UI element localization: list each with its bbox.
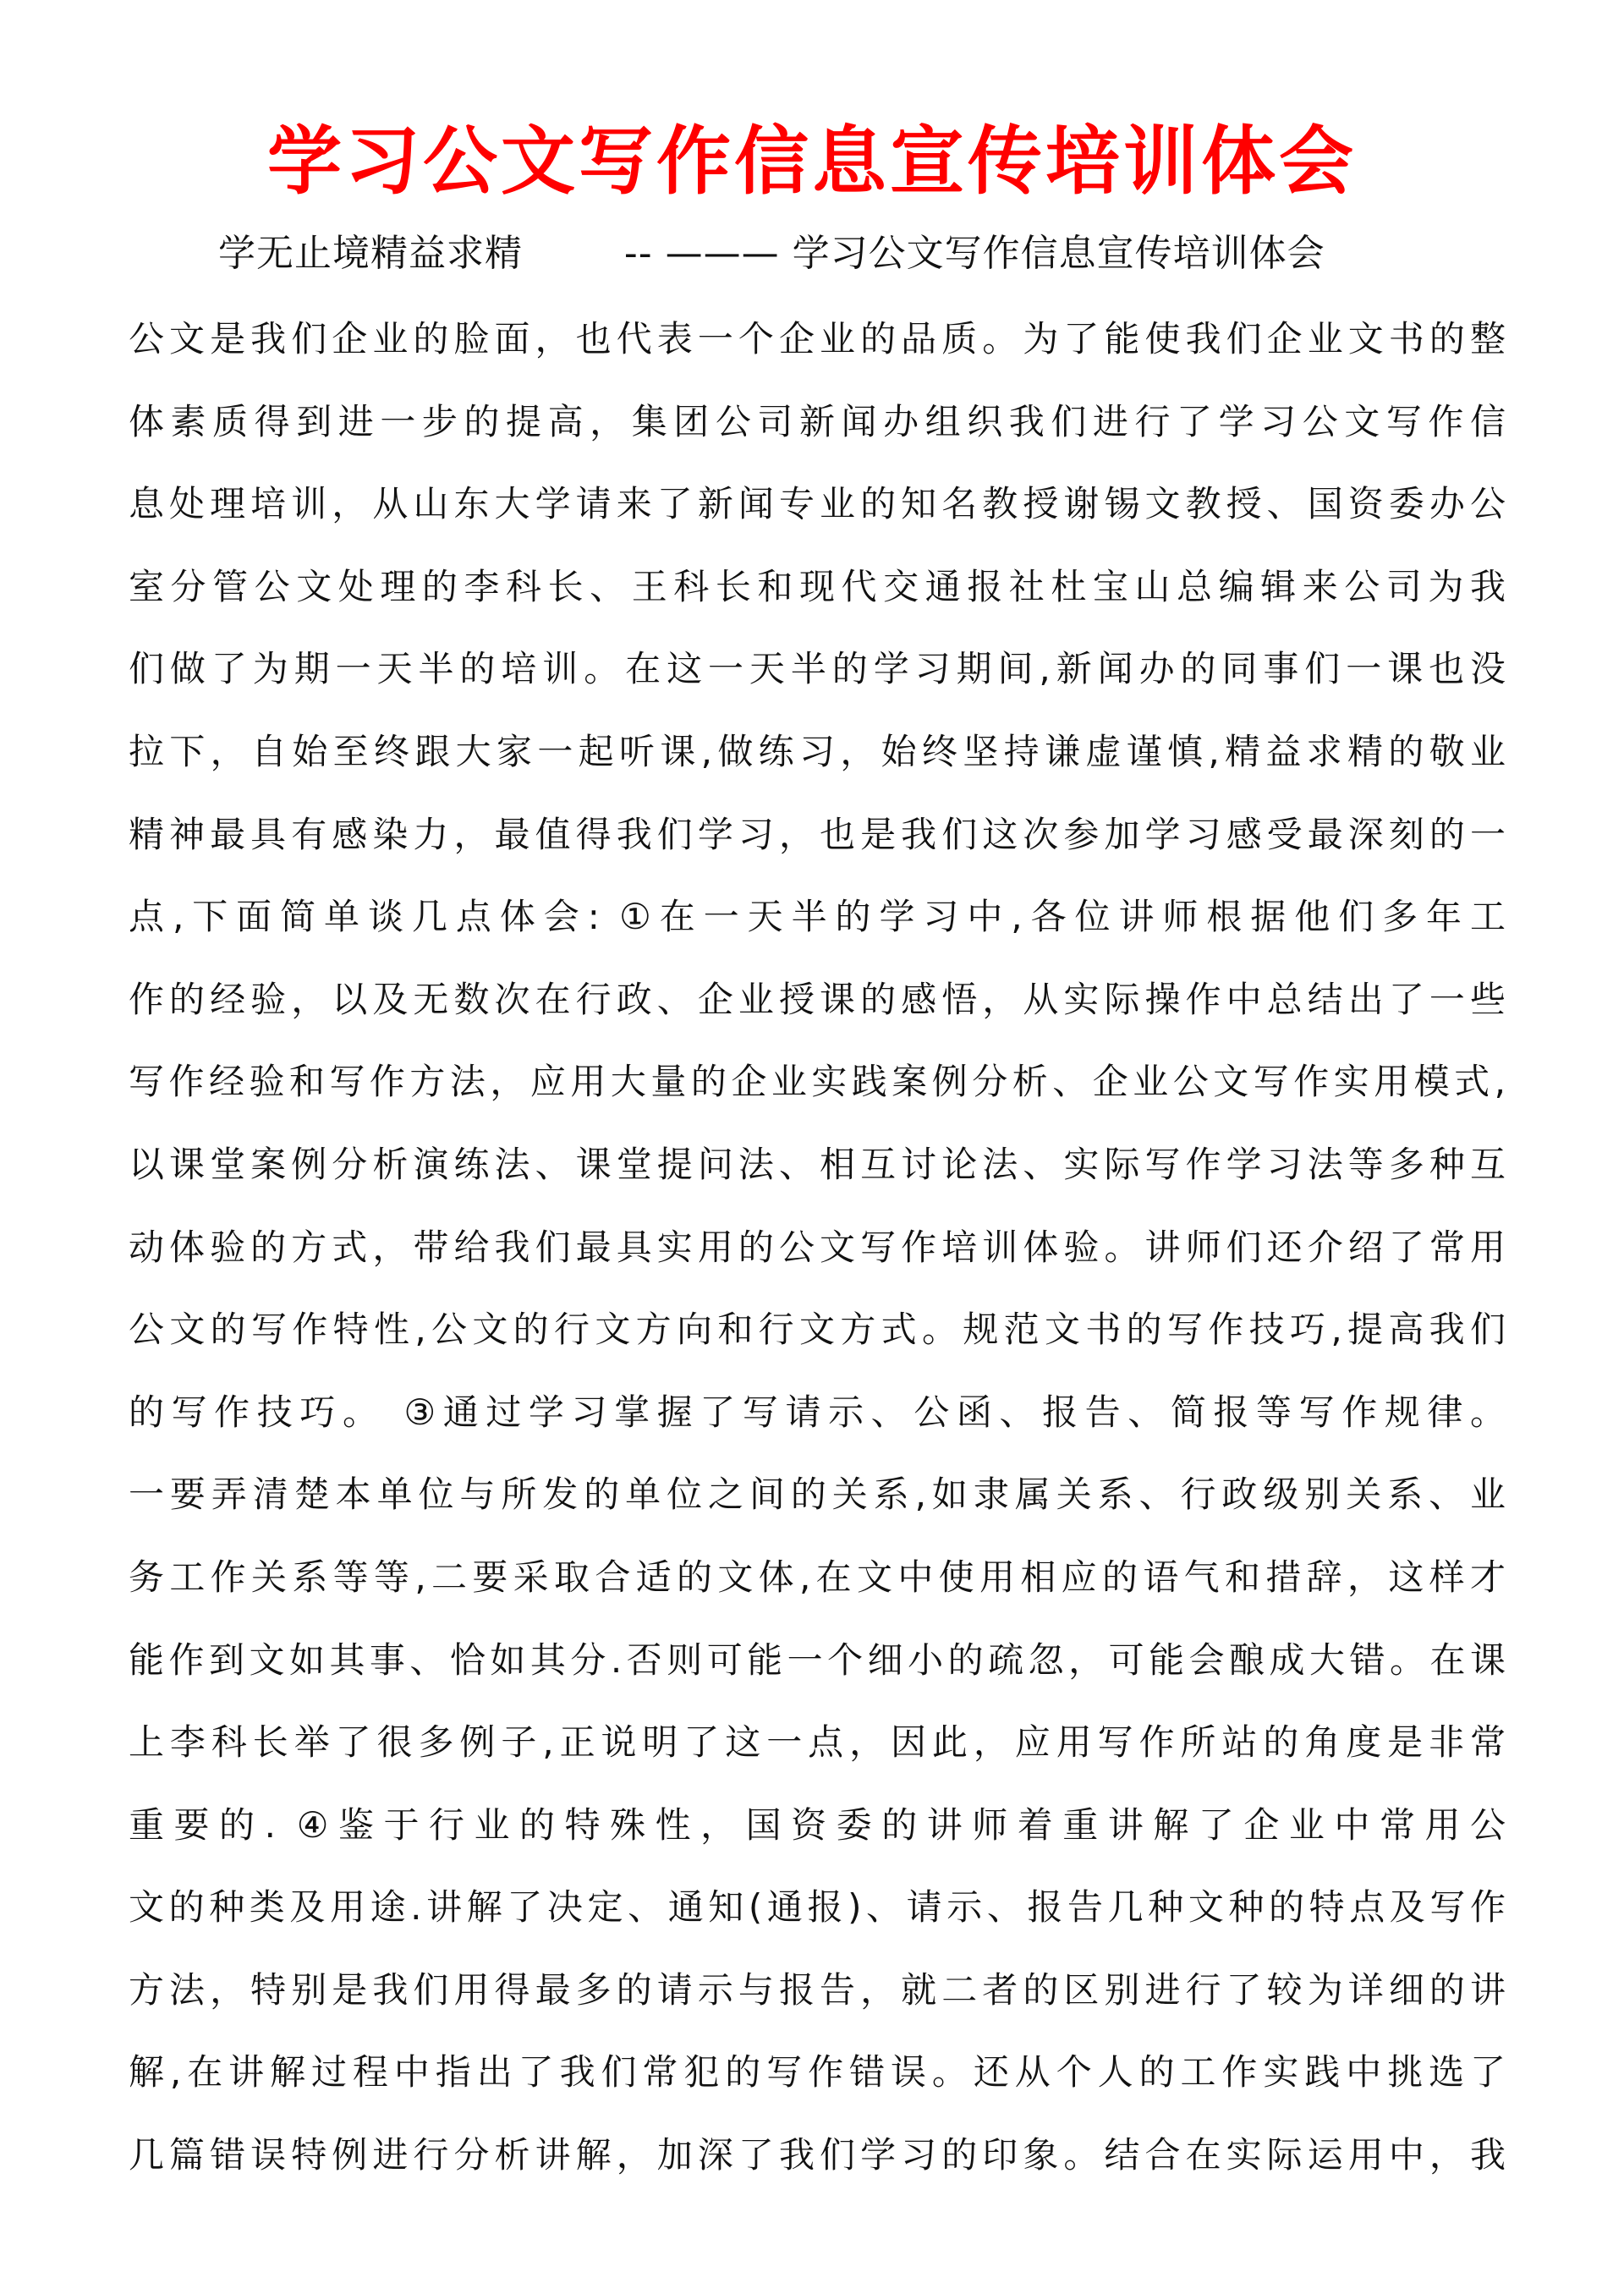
body-line: 公文是我们企业的脸面，也代表一个企业的品质。为了能使我们企业文书的整 bbox=[129, 318, 1506, 359]
body-line: 息处理培训，从山东大学请来了新闻专业的知名教授谢锡文教授、国资委办公 bbox=[129, 483, 1506, 525]
body-line: 重要的. ④鉴于行业的特殊性，国资委的讲师着重讲解了企业中常用公 bbox=[129, 1803, 1506, 1846]
body-line: 以课堂案例分析演练法、课堂提问法、相互讨论法、实际写作学习法等多种互 bbox=[129, 1143, 1506, 1185]
body-line: 方法，特别是我们用得最多的请示与报告，就二者的区别进行了较为详细的讲 bbox=[129, 1968, 1506, 2011]
body-line: 文的种类及用途.讲解了决定、通知(通报)、请示、报告几种文种的特点及写作 bbox=[129, 1886, 1506, 1929]
body-line: 能作到文如其事、恰如其分.否则可能一个细小的疏忽，可能会酿成大错。在课 bbox=[129, 1638, 1506, 1681]
body-line: 点,下面简单谈几点体会: ①在一天半的学习中,各位讲师根据他们多年工 bbox=[129, 896, 1506, 938]
body-line: 几篇错误特例进行分析讲解，加深了我们学习的印象。结合在实际运用中，我 bbox=[129, 2134, 1506, 2176]
body-line: 写作经验和写作方法，应用大量的企业实践案例分析、企业公文写作实用模式, bbox=[129, 1061, 1506, 1103]
body-line: 体素质得到进一步的提高，集团公司新闻办组织我们进行了学习公文写作信 bbox=[129, 400, 1506, 442]
body-line: 解,在讲解过程中指出了我们常犯的写作错误。还从个人的工作实践中挑选了 bbox=[129, 2051, 1506, 2094]
body-line: 的写作技巧。 ③通过学习掌握了写请示、公函、报告、简报等写作规律。 bbox=[129, 1391, 1506, 1433]
document-body bbox=[129, 298, 1506, 2197]
body-line: 室分管公文处理的李科长、王科长和现代交通报社杜宝山总编辑来公司为我 bbox=[129, 565, 1506, 607]
document-subtitle: 学无止境精益求精 -- ——— 学习公文写作信息宣传培训体会 bbox=[218, 232, 1325, 275]
body-line: 作的经验，以及无数次在行政、企业授课的感悟，从实际操作中总结出了一些 bbox=[129, 978, 1506, 1020]
body-line: 一要弄清楚本单位与所发的单位之间的关系,如隶属关系、行政级别关系、业 bbox=[129, 1474, 1506, 1516]
document-title: 学习公文写作信息宣传培训体会 bbox=[266, 117, 1357, 205]
body-line: 拉下，自始至终跟大家一起听课,做练习，始终坚持谦虚谨慎,精益求精的敬业 bbox=[129, 730, 1506, 772]
body-line: 务工作关系等等,二要采取合适的文体,在文中使用相应的语气和措辞，这样才 bbox=[129, 1556, 1506, 1598]
body-line: 公文的写作特性,公文的行文方向和行文方式。规范文书的写作技巧,提高我们 bbox=[129, 1309, 1506, 1351]
body-line: 动体验的方式，带给我们最具实用的公文写作培训体验。讲师们还介绍了常用 bbox=[129, 1226, 1506, 1268]
body-line: 们做了为期一天半的培训。在这一天半的学习期间,新闻办的同事们一课也没 bbox=[129, 648, 1506, 690]
body-line: 精神最具有感染力，最值得我们学习，也是我们这次参加学习感受最深刻的一 bbox=[129, 813, 1506, 855]
body-line: 上李科长举了很多例子,正说明了这一点，因此，应用写作所站的角度是非常 bbox=[129, 1721, 1506, 1764]
